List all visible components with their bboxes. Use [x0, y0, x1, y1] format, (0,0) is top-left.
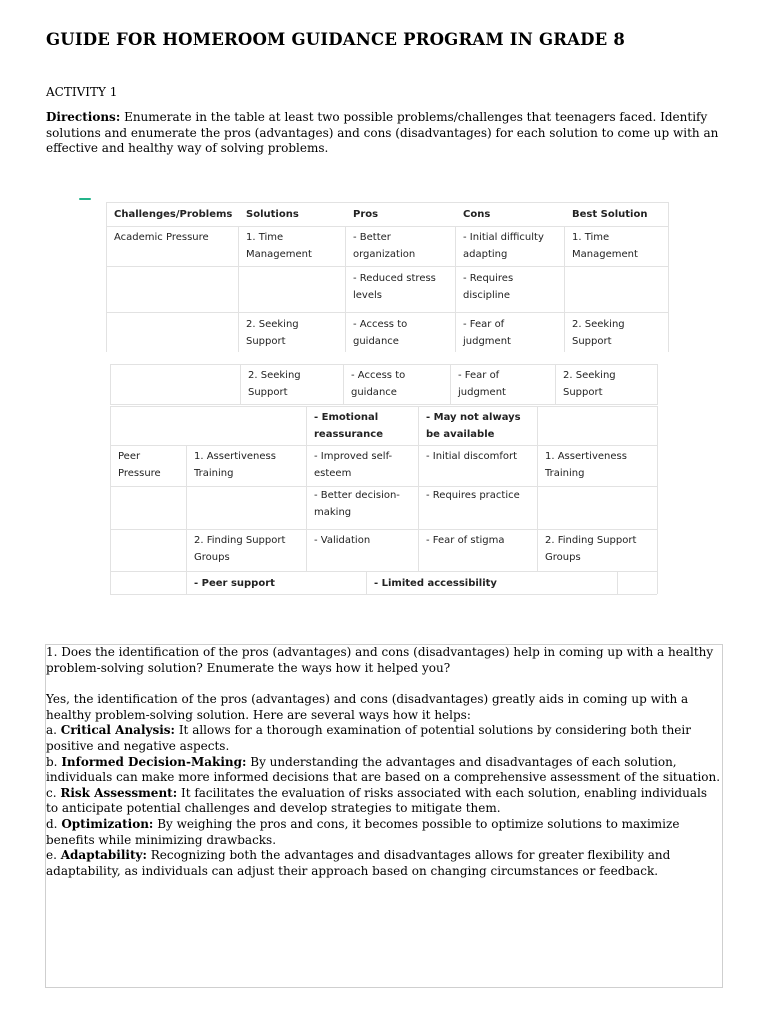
header-challenges: Challenges/Problems: [114, 209, 233, 220]
answer-item: b. Informed Decision-Making: By understanding the advantages and disadvantages of each solution, individuals can make more informed decisions that are based on a comprehensive assessment of the situation.: [46, 754, 721, 785]
green-mark: [79, 198, 91, 200]
table-cell: 2. Seeking Support: [563, 370, 616, 398]
table-cell: - Requires discipline: [463, 273, 514, 301]
header-best-solution: Best Solution: [572, 209, 648, 220]
table-cell: - Fear of judgment: [458, 370, 506, 398]
header-cons: Cons: [463, 209, 491, 220]
activity-label: ACTIVITY 1: [46, 85, 118, 99]
table-cell: - Peer support: [194, 578, 275, 589]
directions-label: Directions:: [46, 110, 121, 124]
table-cell: 2. Finding Support Groups: [194, 535, 286, 563]
answer-item: d. Optimization: By weighing the pros and cons, it becomes possible to optimize solutions to maximize benefits while minimizing drawbacks.: [46, 816, 680, 847]
answer-item: c. Risk Assessment: It facilitates the evaluation of risks associated with each solution, enabling individuals to anticipate potential challenges and develop strategies to mitigate them.: [46, 785, 707, 816]
question-text: 1. Does the identification of the pros (advantages) and cons (disadvantages) help in coming up with a healthy problem-solving solution? Enumerate the ways how it helped you?: [46, 645, 714, 675]
table-cell: - Emotional reassurance: [314, 412, 383, 440]
table-cell: - Improved self-esteem: [314, 451, 393, 479]
answer-item: a. Critical Analysis: It allows for a thorough examination of potential solutions by considering both their positive and negative aspects.: [46, 723, 691, 753]
table-cell: 1. Time Management: [246, 232, 312, 260]
answer-intro: Yes, the identification of the pros (advantages) and cons (disadvantages) greatly aids in coming up with a healthy problem-solving solution. Here are several ways how it helps:: [46, 692, 689, 722]
table-cell: - Better organization: [353, 232, 416, 260]
header-solutions: Solutions: [246, 209, 299, 220]
page-title: GUIDE FOR HOMEROOM GUIDANCE PROGRAM IN GRADE 8: [46, 30, 626, 49]
table-cell: - Validation: [314, 535, 371, 546]
table-cell: - Reduced stress levels: [353, 273, 436, 301]
table-cell: - Fear of stigma: [426, 535, 505, 546]
table-cell: - Requires practice: [426, 490, 520, 501]
directions-text: Enumerate in the table at least two possible problems/challenges that teenagers faced. Identify solutions and enumerate the pros (advantages) and cons (disadvantages) for each solution to come up with an effective and healthy way of solving problems.: [46, 110, 719, 155]
table-cell: - May not always be available: [426, 412, 521, 440]
table-cell: 2. Seeking Support: [246, 319, 299, 347]
directions: [46, 110, 726, 157]
table-cell: - Better decision-making: [314, 490, 400, 518]
table-cell: 1. Assertiveness Training: [194, 451, 276, 479]
table-cell: Academic Pressure: [114, 232, 209, 243]
table-cell: - Access to guidance: [353, 319, 408, 347]
table-cell: - Limited accessibility: [374, 578, 497, 589]
header-pros: Pros: [353, 209, 379, 220]
table-cell: - Initial discomfort: [426, 451, 518, 462]
table-cell: 2. Seeking Support: [572, 319, 625, 347]
table-cell: 1. Assertiveness Training: [545, 451, 627, 479]
table-cell: 2. Finding Support Groups: [545, 535, 637, 563]
table-cell: - Fear of judgment: [463, 319, 511, 347]
table-cell: 2. Seeking Support: [248, 370, 301, 398]
answer-item: e. Adaptability: Recognizing both the advantages and disadvantages allows for greater flexibility and adaptability, as individuals can adjust their approach based on changing circumstances or feedback.: [46, 848, 671, 878]
table-cell: 1. Time Management: [572, 232, 638, 260]
table-cell: Peer Pressure: [118, 451, 161, 479]
table-cell: - Initial difficulty adapting: [463, 232, 544, 260]
table-cell: - Access to guidance: [351, 370, 406, 398]
question-section: [46, 645, 722, 879]
